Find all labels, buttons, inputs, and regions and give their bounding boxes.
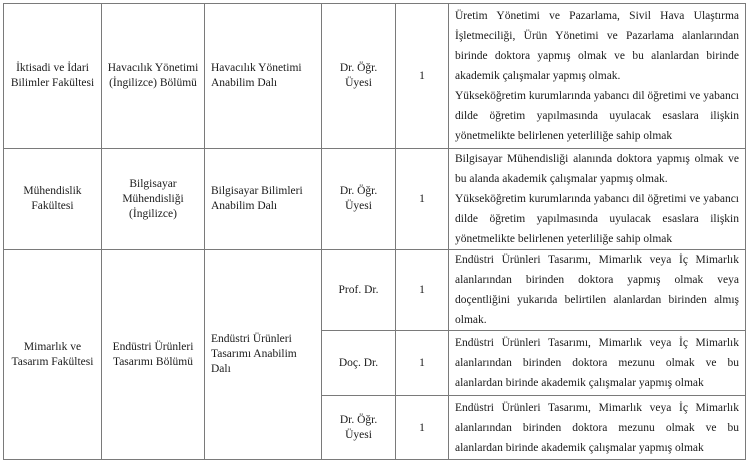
requirements-cell [449,4,746,149]
division-cell: Havacılık Yönetimi Anabilim Dalı [205,4,322,149]
position-count-cell: 1 [396,4,449,149]
requirement-text: Üretim Yönetimi ve Pazarlama, Sivil Hava Ulaştırma İşletmeciliği, Ürün Yönetimi ve Pazarlama alanlarından birinde doktora yapmış olmak ve bu alanlardan birinde akademik çalışmalar yapmış olmak. [455,10,739,82]
faculty-cell: Mühendislik Fakültesi [4,149,102,250]
requirements-cell [449,250,746,331]
department-cell: Havacılık Yönetimi (İngilizce) Bölümü [102,4,205,149]
position-title-cell: Dr. Öğr. Üyesi [322,4,396,149]
position-count-cell: 1 [396,149,449,250]
position-count-cell: 1 [396,331,449,396]
requirements-cell [449,149,746,250]
department-cell: Endüstri Ürünleri Tasarımı Bölümü [102,250,205,460]
position-title-cell: Doç. Dr. [322,331,396,396]
requirement-text: Yükseköğretim kurumlarında yabancı dil öğretimi ve yabancı dilde öğretim yapılmasında uyulacak esaslara ilişkin yönetmelikte belirlenen yeterliliğe sahip olmak [455,193,739,245]
department-cell: Bilgisayar Mühendisliği (İngilizce) [102,149,205,250]
requirement-text: Yükseköğretim kurumlarında yabancı dil öğretimi ve yabancı dilde öğretim yapılmasında uyulacak esaslara ilişkin yönetmelikte belirlenen yeterliliğe sahip olmak [455,90,739,142]
faculty-cell: Mimarlık ve Tasarım Fakültesi [4,250,102,460]
requirement-text: Endüstri Ürünleri Tasarımı, Mimarlık veya İç Mimarlık alanlarından birinden doktora mezunu olmak ve bu alanlardan birinde akademik çalışmalar yapmış olmak [455,401,739,454]
requirements-cell [449,331,746,396]
position-title-cell: Prof. Dr. [322,250,396,331]
requirements-cell [449,396,746,460]
faculty-cell: İktisadi ve İdari Bilimler Fakültesi [4,4,102,149]
position-count-cell: 1 [396,396,449,460]
position-title-cell: Dr. Öğr. Üyesi [322,149,396,250]
position-title-cell: Dr. Öğr. Üyesi [322,396,396,460]
requirement-text: Endüstri Ürünleri Tasarımı, Mimarlık veya İç Mimarlık alanlarından birinden doktora yapmış olmak veya doçentliğini yukarıda belirtilen alanlardan birinden almış olmak. [455,254,739,326]
requirement-text: Bilgisayar Mühendisliği alanında doktora yapmış olmak ve bu alanda akademik çalışmalar yapmış olmak. [455,153,739,185]
division-cell: Endüstri Ürünleri Tasarımı Anabilim Dalı [205,250,322,460]
table-row [4,4,746,149]
vacancy-table [3,3,746,460]
position-count-cell: 1 [396,250,449,331]
division-cell: Bilgisayar Bilimleri Anabilim Dalı [205,149,322,250]
requirement-text: Endüstri Ürünleri Tasarımı, Mimarlık veya İç Mimarlık alanlarından birinden doktora mezunu olmak ve bu alanlardan birinde akademik çalışmalar yapmış olmak [455,337,739,389]
table-row [4,250,746,331]
table-row [4,149,746,250]
